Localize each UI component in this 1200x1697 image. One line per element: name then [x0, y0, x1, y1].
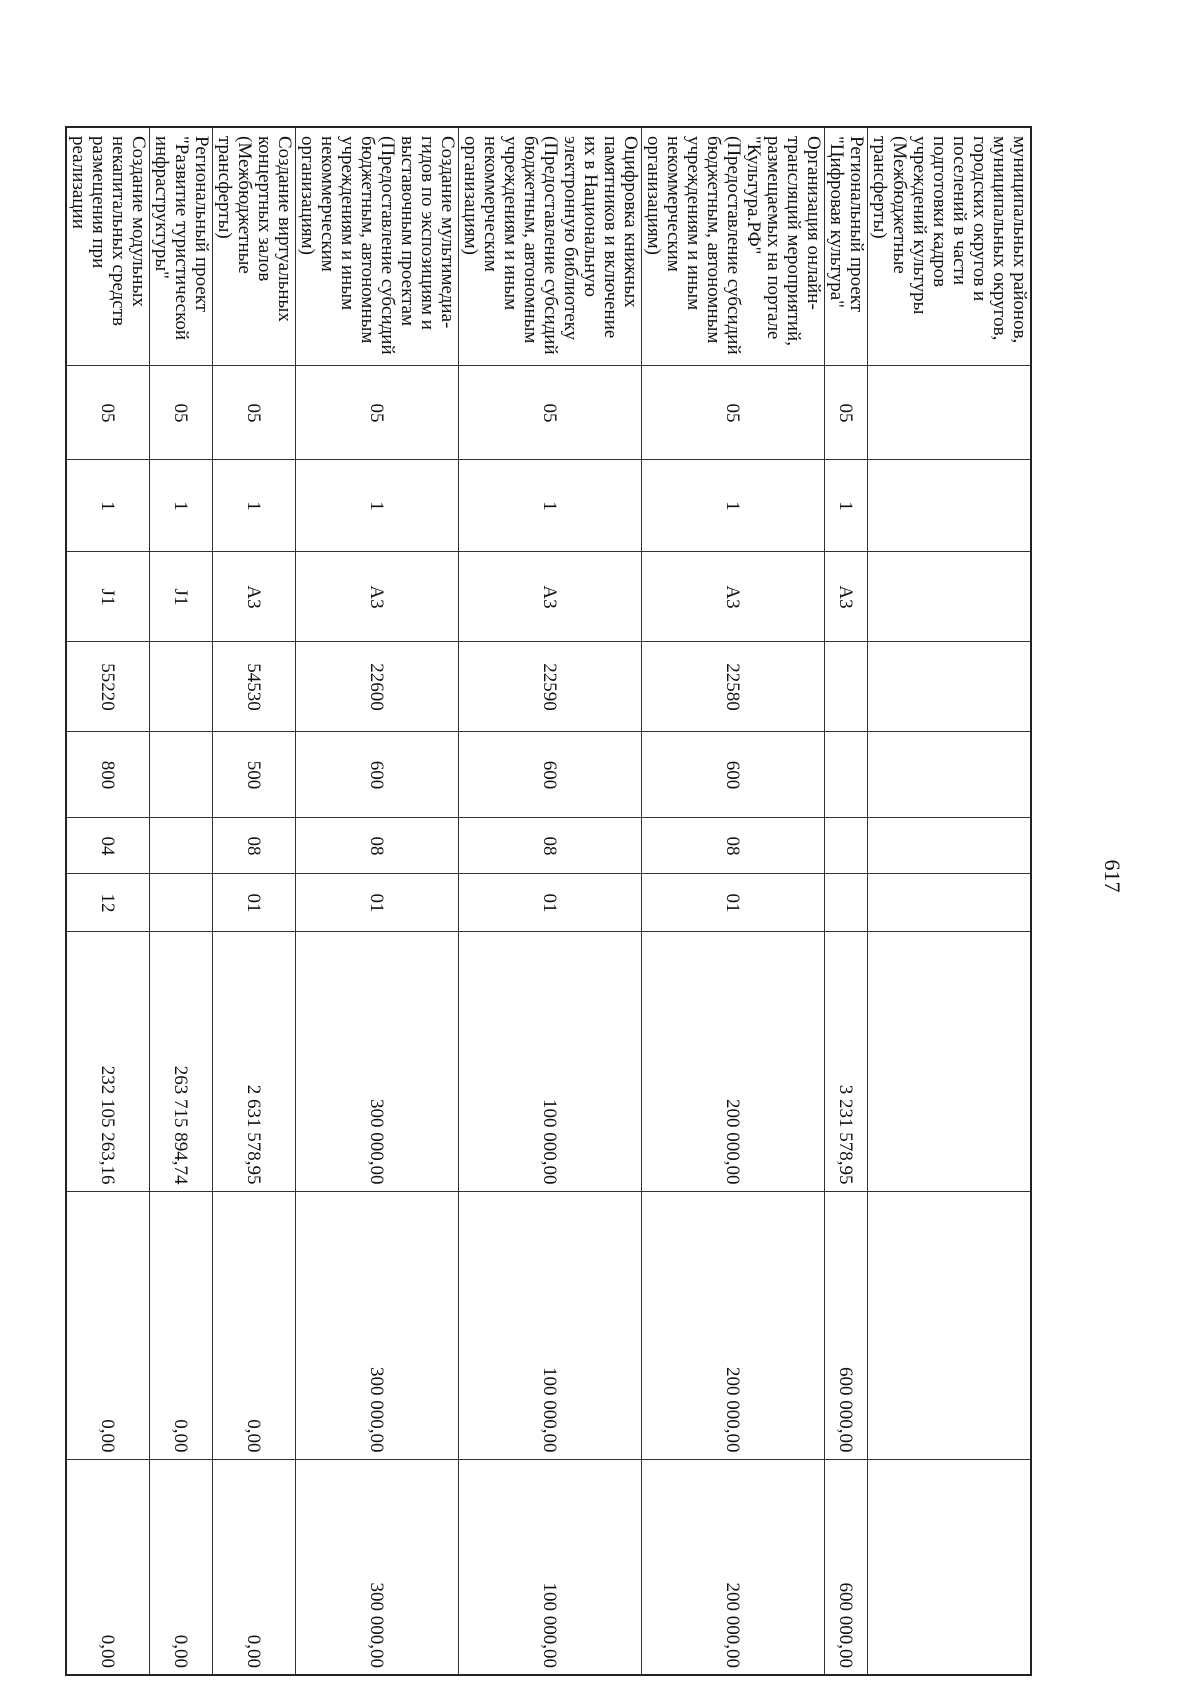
cell-kod-3	[66, 551, 150, 641]
cell-sum-2	[642, 1191, 825, 1459]
cell-text: 263 715 894,74	[170, 1065, 192, 1185]
cell-rz	[868, 817, 1032, 873]
cell-text: 0,00	[243, 1634, 265, 1668]
cell-pr	[213, 873, 296, 931]
table-row	[150, 127, 213, 1675]
cell-text: 232 105 263,16	[97, 1065, 119, 1185]
cell-text: 22580	[722, 663, 744, 711]
cell-kod-4	[868, 641, 1032, 731]
cell-pr	[150, 873, 213, 931]
cell-pr	[825, 873, 868, 931]
cell-text: 1	[243, 501, 265, 511]
cell-text: 600	[366, 760, 388, 790]
cell-pr	[642, 873, 825, 931]
cell-rz	[825, 817, 868, 873]
cell-text: 12	[97, 893, 119, 913]
cell-kod-4	[66, 641, 150, 731]
cell-text: 100 000,00	[539, 1582, 561, 1668]
cell-text: муниципальных районов, муниципальных округов, городских округов и поселений в части подготовки кадров учреждений культуры (Межбюджетные трансферты)	[869, 136, 1030, 344]
cell-sum-2	[213, 1191, 296, 1459]
cell-text: 200 000,00	[722, 1582, 744, 1668]
cell-text: 08	[243, 836, 265, 856]
cell-text: 08	[366, 836, 388, 856]
cell-name	[66, 127, 150, 365]
cell-kod-3	[213, 551, 296, 641]
cell-kod-3	[459, 551, 642, 641]
cell-sum-1	[459, 931, 642, 1191]
cell-text: 0,00	[97, 1419, 119, 1453]
cell-text: 300 000,00	[366, 1367, 388, 1453]
cell-rz	[150, 817, 213, 873]
cell-text: J1	[97, 588, 119, 606]
cell-kod-2	[642, 459, 825, 551]
table-row	[825, 127, 868, 1675]
cell-text: 05	[243, 403, 265, 423]
cell-sum-1	[150, 931, 213, 1191]
cell-text: 0,00	[170, 1419, 192, 1453]
cell-text: 2 631 578,95	[243, 1084, 265, 1185]
cell-text: Создание мультимедиа-гидов по экспозициям и выставочным проектам (Предоставление субсидий бюджетным, автономным учреждениям и иным некоммерческим организациям)	[297, 136, 458, 355]
cell-sum-3	[459, 1459, 642, 1675]
cell-sum-2	[66, 1191, 150, 1459]
cell-text: А3	[835, 585, 857, 609]
rotated-table-container	[68, 126, 1032, 1674]
cell-text: 1	[722, 501, 744, 511]
cell-text: 300 000,00	[366, 1582, 388, 1668]
cell-text: Оцифровка книжных памятников и включение их в Национальную электронную библиотеку (Предоставление субсидий бюджетным, автономным учреждениям и иным некоммерческим организациям)	[460, 136, 641, 355]
cell-kod-2	[459, 459, 642, 551]
cell-sum-2	[150, 1191, 213, 1459]
cell-kod-1	[825, 365, 868, 459]
cell-kod-1	[642, 365, 825, 459]
table-row	[296, 127, 459, 1675]
cell-kod-2	[150, 459, 213, 551]
cell-kod-2	[213, 459, 296, 551]
cell-text: 54530	[243, 663, 265, 711]
cell-text: 22590	[539, 663, 561, 711]
cell-text: Региональный проект "Развитие туристической инфраструктуры"	[151, 136, 212, 341]
cell-name	[296, 127, 459, 365]
cell-kod-vr	[459, 731, 642, 817]
cell-text: 200 000,00	[722, 1367, 744, 1453]
cell-sum-1	[66, 931, 150, 1191]
cell-kod-4	[213, 641, 296, 731]
cell-kod-1	[459, 365, 642, 459]
cell-kod-3	[642, 551, 825, 641]
cell-rz	[459, 817, 642, 873]
cell-text: 3 231 578,95	[835, 1084, 857, 1185]
table-row	[459, 127, 642, 1675]
cell-text: 500	[243, 760, 265, 790]
cell-text: 1	[97, 501, 119, 511]
cell-sum-3	[296, 1459, 459, 1675]
cell-rz	[296, 817, 459, 873]
cell-sum-1	[642, 931, 825, 1191]
cell-kod-2	[296, 459, 459, 551]
cell-kod-vr	[66, 731, 150, 817]
cell-text: 600 000,00	[835, 1367, 857, 1453]
table-row	[868, 127, 1032, 1675]
cell-sum-3	[825, 1459, 868, 1675]
cell-kod-vr	[150, 731, 213, 817]
cell-kod-3	[296, 551, 459, 641]
cell-sum-3	[150, 1459, 213, 1675]
cell-text: 05	[170, 403, 192, 423]
cell-text: 800	[97, 760, 119, 790]
cell-text: 1	[835, 501, 857, 511]
cell-kod-1	[296, 365, 459, 459]
cell-pr	[296, 873, 459, 931]
cell-sum-1	[825, 931, 868, 1191]
cell-text: 04	[97, 836, 119, 856]
cell-text: 22600	[366, 663, 388, 711]
cell-rz	[642, 817, 825, 873]
cell-kod-vr	[642, 731, 825, 817]
cell-text: А3	[722, 585, 744, 609]
cell-text: 1	[539, 501, 561, 511]
cell-kod-3	[868, 551, 1032, 641]
cell-kod-1	[150, 365, 213, 459]
cell-kod-vr	[825, 731, 868, 817]
cell-text: 01	[722, 893, 744, 913]
cell-kod-4	[296, 641, 459, 731]
cell-kod-vr	[868, 731, 1032, 817]
cell-sum-2	[459, 1191, 642, 1459]
cell-kod-2	[66, 459, 150, 551]
cell-sum-2	[868, 1191, 1032, 1459]
cell-kod-2	[825, 459, 868, 551]
cell-sum-1	[296, 931, 459, 1191]
cell-text: Региональный проект "Цифровая культура"	[826, 136, 867, 313]
cell-text: 05	[97, 403, 119, 423]
table-row	[213, 127, 296, 1675]
cell-kod-3	[150, 551, 213, 641]
cell-name	[868, 127, 1032, 365]
cell-sum-3	[66, 1459, 150, 1675]
cell-kod-1	[868, 365, 1032, 459]
cell-text: Создание виртуальных концертных залов (Межбюджетные трансферты)	[214, 136, 295, 322]
budget-table	[65, 126, 1032, 1676]
cell-kod-vr	[213, 731, 296, 817]
cell-kod-1	[66, 365, 150, 459]
cell-kod-4	[150, 641, 213, 731]
cell-text: 300 000,00	[366, 1099, 388, 1185]
cell-text: 08	[722, 836, 744, 856]
cell-kod-1	[213, 365, 296, 459]
cell-text: Создание модульных некапитальных средств размещения при реализации	[68, 136, 149, 327]
cell-text: 08	[539, 836, 561, 856]
table-row	[66, 127, 150, 1675]
cell-pr	[868, 873, 1032, 931]
cell-sum-2	[296, 1191, 459, 1459]
cell-name	[150, 127, 213, 365]
cell-text: 600	[722, 760, 744, 790]
cell-kod-3	[825, 551, 868, 641]
cell-text: 0,00	[243, 1419, 265, 1453]
cell-sum-3	[868, 1459, 1032, 1675]
cell-text: 100 000,00	[539, 1099, 561, 1185]
cell-sum-3	[213, 1459, 296, 1675]
cell-name	[213, 127, 296, 365]
table-row	[642, 127, 825, 1675]
cell-text: 05	[835, 403, 857, 423]
cell-text: А3	[539, 585, 561, 609]
cell-text: 05	[366, 403, 388, 423]
cell-rz	[213, 817, 296, 873]
cell-text: 05	[722, 403, 744, 423]
cell-text: 01	[243, 893, 265, 913]
cell-text: 1	[170, 501, 192, 511]
cell-text: 100 000,00	[539, 1367, 561, 1453]
cell-text: Организация онлайн-трансляций мероприятий, размещаемых на портале "Культура.РФ" (Предоставление субсидий бюджетным, автономным учреждениям и иным некоммерческим организациям)	[643, 136, 824, 355]
cell-text: 200 000,00	[722, 1099, 744, 1185]
cell-text: 01	[539, 893, 561, 913]
cell-text: 0,00	[170, 1634, 192, 1668]
cell-pr	[66, 873, 150, 931]
cell-kod-vr	[296, 731, 459, 817]
cell-text: А3	[243, 585, 265, 609]
page-number: 617	[1100, 859, 1125, 893]
cell-kod-4	[825, 641, 868, 731]
cell-name	[459, 127, 642, 365]
cell-name	[825, 127, 868, 365]
cell-text: 600	[539, 760, 561, 790]
cell-text: 05	[539, 403, 561, 423]
cell-text: 0,00	[97, 1634, 119, 1668]
cell-text: 600 000,00	[835, 1582, 857, 1668]
cell-sum-1	[213, 931, 296, 1191]
cell-rz	[66, 817, 150, 873]
cell-kod-4	[642, 641, 825, 731]
cell-sum-1	[868, 931, 1032, 1191]
cell-text: 1	[366, 501, 388, 511]
cell-sum-2	[825, 1191, 868, 1459]
cell-pr	[459, 873, 642, 931]
cell-text: 55220	[97, 663, 119, 711]
cell-name	[642, 127, 825, 365]
cell-text: J1	[170, 588, 192, 606]
cell-kod-4	[459, 641, 642, 731]
cell-kod-2	[868, 459, 1032, 551]
cell-sum-3	[642, 1459, 825, 1675]
cell-text: 01	[366, 893, 388, 913]
cell-text: А3	[366, 585, 388, 609]
